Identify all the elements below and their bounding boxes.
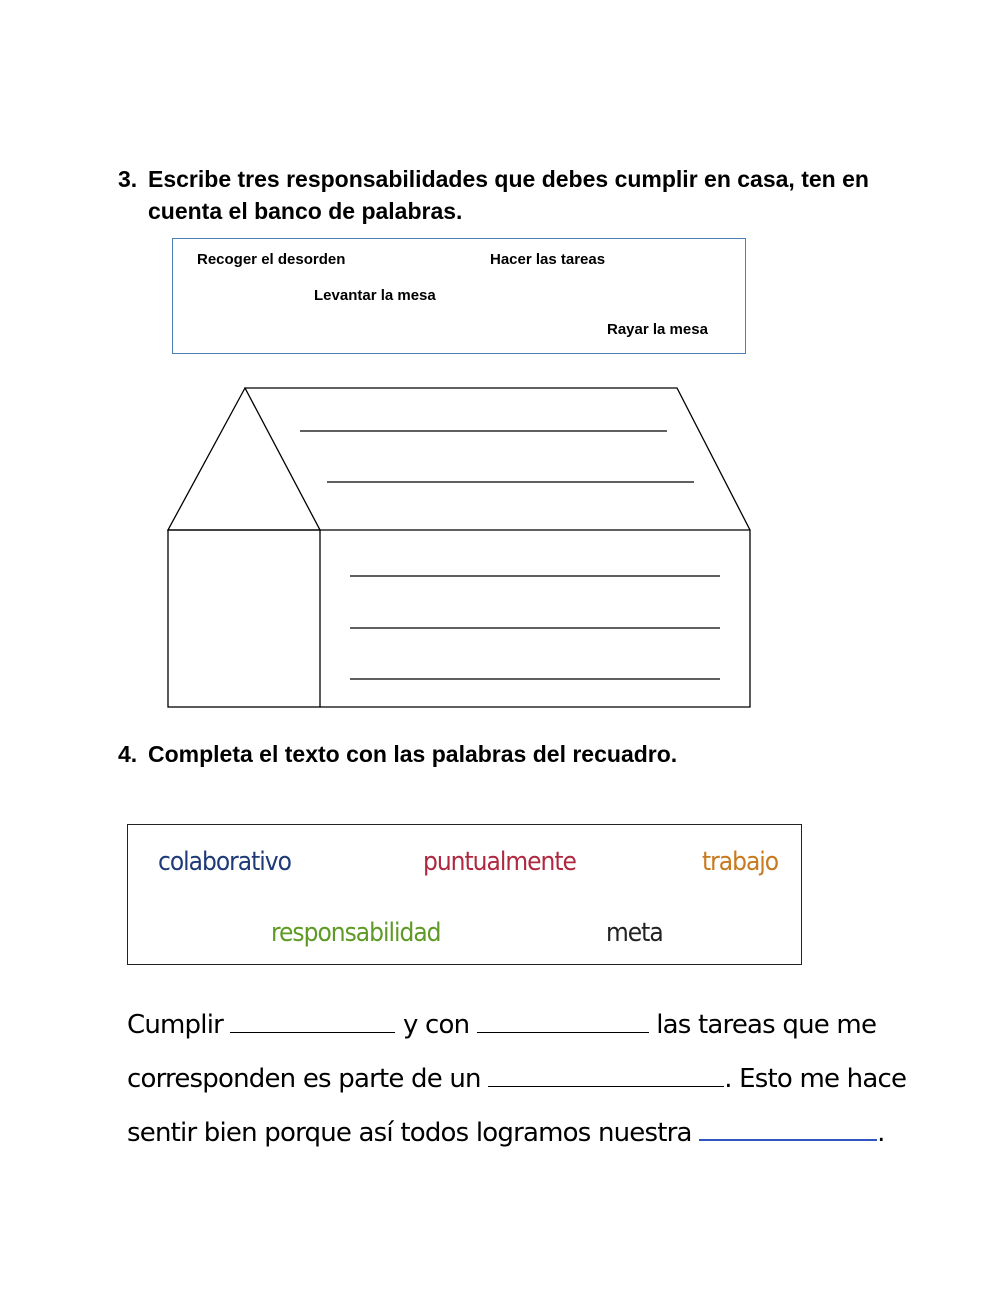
- question-3-text: Escribe tres responsabilidades que debes cumplir en casa, ten en cuenta el banco de palabras.: [148, 166, 869, 224]
- house-drawing: [160, 380, 760, 715]
- word-bank-word: responsabilidad: [271, 918, 441, 948]
- fill-blank[interactable]: [230, 1031, 395, 1033]
- question-4-number: 4.: [118, 741, 138, 767]
- cloze-text: Cumplir: [127, 1010, 224, 1040]
- cloze-text: las tareas que me: [656, 1010, 877, 1040]
- word-bank-word: meta: [606, 918, 663, 948]
- word-bank-item: Rayar la mesa: [607, 321, 708, 338]
- word-bank-item: Hacer las tareas: [490, 251, 606, 268]
- fill-blank[interactable]: [477, 1031, 649, 1033]
- word-bank-word: trabajo: [702, 847, 779, 877]
- cloze-text: sentir bien porque así todos logramos nuestra: [127, 1118, 692, 1148]
- question-3-number: 3.: [118, 166, 138, 192]
- cloze-text: corresponden es parte de un: [127, 1064, 481, 1094]
- cloze-line-2: [127, 1064, 906, 1094]
- house-roof: [168, 388, 750, 530]
- cloze-line-3: [127, 1118, 885, 1148]
- cloze-line-1: [127, 1010, 876, 1040]
- word-bank-item: Recoger el desorden: [197, 251, 346, 268]
- question-4: [118, 738, 918, 772]
- cloze-text: .: [877, 1118, 885, 1148]
- question-3: [118, 163, 918, 233]
- fill-blank[interactable]: [699, 1138, 877, 1141]
- fill-blank[interactable]: [488, 1085, 724, 1087]
- house-body: [320, 530, 750, 707]
- word-bank-cloze: [127, 824, 802, 965]
- word-bank-word: puntualmente: [423, 847, 576, 877]
- question-4-text: Completa el texto con las palabras del recuadro.: [148, 741, 678, 767]
- word-bank-word: colaborativo: [158, 847, 291, 877]
- word-bank-item: Levantar la mesa: [314, 287, 436, 304]
- word-bank-responsibilities: [172, 238, 746, 354]
- house-door-section: [168, 530, 320, 707]
- cloze-text: y con: [402, 1010, 470, 1040]
- cloze-text: . Esto me hace: [724, 1064, 907, 1094]
